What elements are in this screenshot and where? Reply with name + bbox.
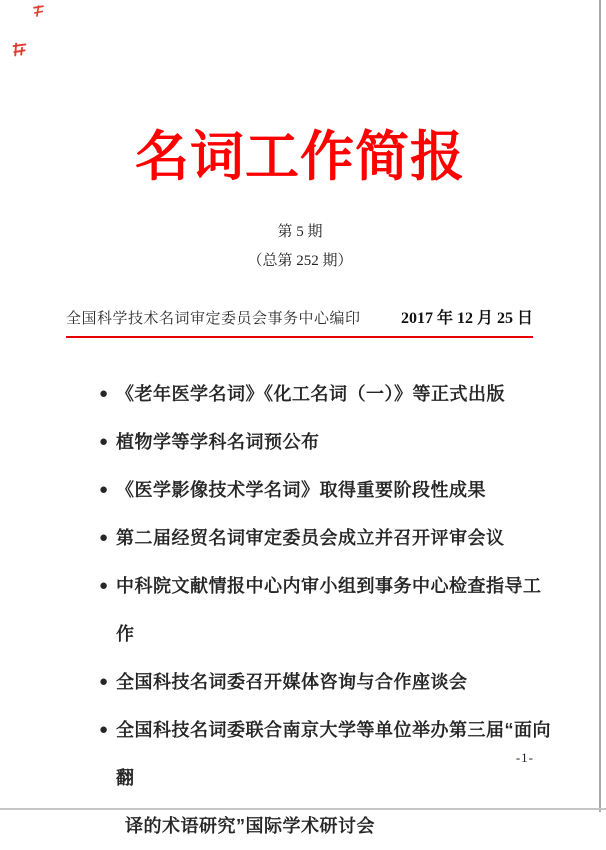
highlight-item (99, 514, 559, 562)
page-edge-bottom (0, 808, 606, 810)
red-stamp-mark-icon (11, 41, 28, 63)
highlight-text: 植物学等学科名词预公布 (116, 432, 320, 452)
highlight-text: 全国科技名词委联合南京大学等单位举办第三届“面向翻 译的术语研究”国际学术研讨会 (116, 720, 551, 836)
publisher-row (66, 305, 533, 328)
publish-date: 2017 年 12 月 25 日 (400, 310, 533, 327)
highlight-text: 《医学影像技术学名词》取得重要阶段性成果 (116, 480, 486, 500)
highlight-text: 第二届经贸名词审定委员会成立并召开评审会议 (116, 528, 505, 548)
bullet-icon: ● (99, 481, 109, 498)
issue-number: 第 5 期 (277, 224, 323, 240)
highlight-item (99, 706, 559, 850)
bullet-icon: ● (99, 385, 109, 402)
highlight-item (99, 658, 559, 706)
highlight-item (99, 466, 559, 514)
page-title: 名词工作简报 (135, 127, 465, 187)
red-stamp-mark-icon (31, 4, 46, 24)
highlight-item (99, 370, 559, 418)
highlight-text: 全国科技名词委召开媒体咨询与合作座谈会 (116, 672, 468, 692)
highlight-item (99, 418, 559, 466)
publisher-name: 全国科学技术名词审定委员会事务中心编印 (66, 310, 361, 327)
bullet-icon: ● (99, 529, 109, 546)
highlight-item (99, 562, 559, 658)
highlight-text: 中科院文献情报中心内审小组到事务中心检查指导工作 (116, 576, 542, 644)
bullet-icon: ● (99, 673, 109, 690)
bullet-icon: ● (99, 721, 109, 738)
highlight-text: 《老年医学名词》《化工名词（一）》等正式出版 (116, 384, 505, 404)
page-edge-right (599, 0, 601, 812)
red-divider-rule (66, 336, 533, 338)
issue-total-number: （总第 252 期） (247, 253, 353, 269)
page-number: -1- (515, 750, 534, 765)
bullet-icon: ● (99, 577, 109, 594)
highlights-list (99, 370, 559, 850)
bullet-icon: ● (99, 433, 109, 450)
